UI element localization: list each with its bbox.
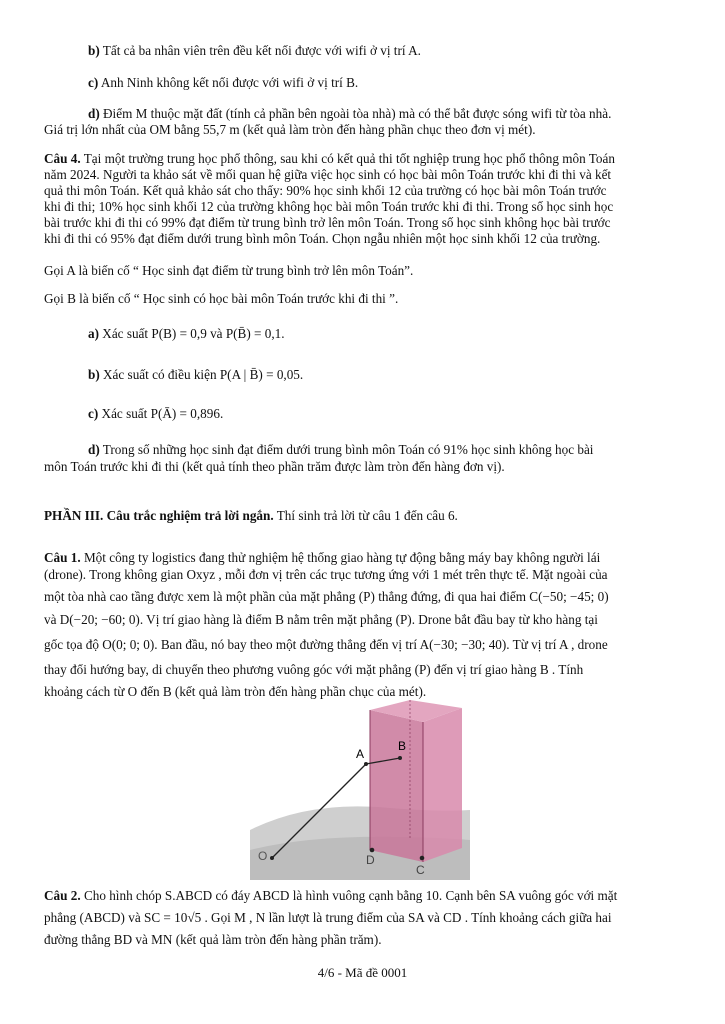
q4-line-6: khi đi thi có 95% đạt điểm dưới trung bình môn Toán. Chọn ngẫu nhiên một học sinh khối 12 của trường. xyxy=(44,231,601,246)
point-d xyxy=(370,848,375,853)
p3q2-line-3: đường thẳng BD và MN (kết quả làm tròn đến hàng phần trăm). xyxy=(44,932,382,947)
p3q1-line-3: một tòa nhà cao tầng được xem là một phần của mặt phẳng (P) thẳng đứng, đi qua hai điểm C(−50; −45; 0) xyxy=(44,589,609,604)
q3-item-d-cont: Giá trị lớn nhất của OM bằng 55,7 m (kết quả làm tròn đến hàng phần chục theo đơn vị mét). xyxy=(44,122,536,137)
page-footer: 4/6 - Mã đề 0001 xyxy=(317,965,408,980)
label-c: C xyxy=(416,863,425,877)
q4-line-2: năm 2024. Người ta khảo sát về mối quan hệ giữa việc học sinh có học bài môn Toán trước khi đi thi và kết xyxy=(44,167,612,182)
building-front xyxy=(370,710,423,862)
p3q1-line-6: thay đổi hướng bay, di chuyển theo phương vuông góc với mặt phẳng (P) đến vị trí giao hàng B . Tính xyxy=(44,662,584,677)
p3q1-line-1: Câu 1. Một công ty logistics đang thử nghiệm hệ thống giao hàng tự động bằng máy bay không người lái xyxy=(44,550,601,565)
q4-item-b: b) Xác suất có điều kiện P(A | B̄) = 0,05. xyxy=(88,367,304,382)
p3q1-line-5: gốc tọa độ O(0; 0; 0). Ban đầu, nó bay theo một đường thẳng đến vị trí A(−30; −30; 40). Từ vị trí A , drone xyxy=(44,637,608,652)
point-a xyxy=(364,762,368,766)
q3-item-c: c) Anh Ninh không kết nối được với wifi ở vị trí B. xyxy=(88,75,359,90)
p3q1-line-2: (drone). Trong không gian Oxyz , mỗi đơn vị trên các trục tương ứng với 1 mét trên thực tế. Mặt ngoài của xyxy=(44,567,608,582)
q4-line-5: bài trước khi đi thi có 99% đạt điểm từ trung bình trở lên môn Toán. Trong số học sinh không học bài trước xyxy=(44,215,611,230)
point-b xyxy=(398,756,402,760)
q4-item-d-cont: môn Toán trước khi đi thi (kết quả tính theo phần trăm được làm tròn đến hàng đơn vị). xyxy=(44,459,505,474)
label-a: A xyxy=(356,747,365,761)
q4-line-4: khi đi thi; 10% học sinh khối 12 của trường không học bài môn Toán trước khi đi thi. Trong số học sinh học xyxy=(44,199,614,214)
q4-event-b: Gọi B là biến cố “ Học sinh có học bài môn Toán trước khi đi thi ”. xyxy=(44,291,399,306)
building-side xyxy=(423,708,462,862)
q4-line-3: quả thi môn Toán. Kết quả khảo sát cho thấy: 90% học sinh khối 12 của trường có học bài môn Toán trước xyxy=(44,183,607,198)
label-d: D xyxy=(366,853,375,867)
p3q1-line-7: khoảng cách từ O đến B (kết quả làm tròn đến hàng phần chục của mét). xyxy=(44,684,427,699)
p3q1-line-4: và D(−20; −60; 0). Vị trí giao hàng là điểm B nằm trên mặt phẳng (P). Drone bắt đầu bay từ kho hàng tại xyxy=(44,612,598,627)
q3-item-d: d) Điểm M thuộc mặt đất (tính cả phần bên ngoài tòa nhà) mà có thể bắt được sóng wifi từ tòa nhà. xyxy=(88,106,612,121)
q4-line-1: Câu 4. Tại một trường trung học phổ thông, sau khi có kết quả thi tốt nghiệp trung học phổ thông môn Toán xyxy=(44,151,615,166)
label-o: O xyxy=(258,849,268,863)
drone-figure xyxy=(250,700,470,880)
label-b: B xyxy=(398,739,407,753)
p3q2-line-1: Câu 2. Cho hình chóp S.ABCD có đáy ABCD là hình vuông cạnh bằng 10. Cạnh bên SA vuông góc với mặt xyxy=(44,888,618,903)
point-o xyxy=(270,856,274,860)
q4-item-c: c) Xác suất P(Ā) = 0,896. xyxy=(88,406,224,421)
q3-item-b: b) Tất cả ba nhân viên trên đều kết nối được với wifi ở vị trí A. xyxy=(88,43,421,58)
p3q2-line-2: phẳng (ABCD) và SC = 10√5 . Gọi M , N lần lượt là trung điểm của SA và CD . Tính khoảng cách giữa hai xyxy=(44,910,612,925)
q4-event-a: Gọi A là biến cố “ Học sinh đạt điểm từ trung bình trở lên môn Toán”. xyxy=(44,263,414,278)
q4-item-d: d) Trong số những học sinh đạt điểm dưới trung bình môn Toán có 91% học sinh không học bài xyxy=(88,442,594,457)
point-c xyxy=(420,856,425,861)
q4-item-a: a) Xác suất P(B) = 0,9 và P(B̄) = 0,1. xyxy=(88,326,285,341)
part3-heading: PHẦN III. Câu trắc nghiệm trả lời ngắn. Thí sinh trả lời từ câu 1 đến câu 6. xyxy=(44,508,458,523)
